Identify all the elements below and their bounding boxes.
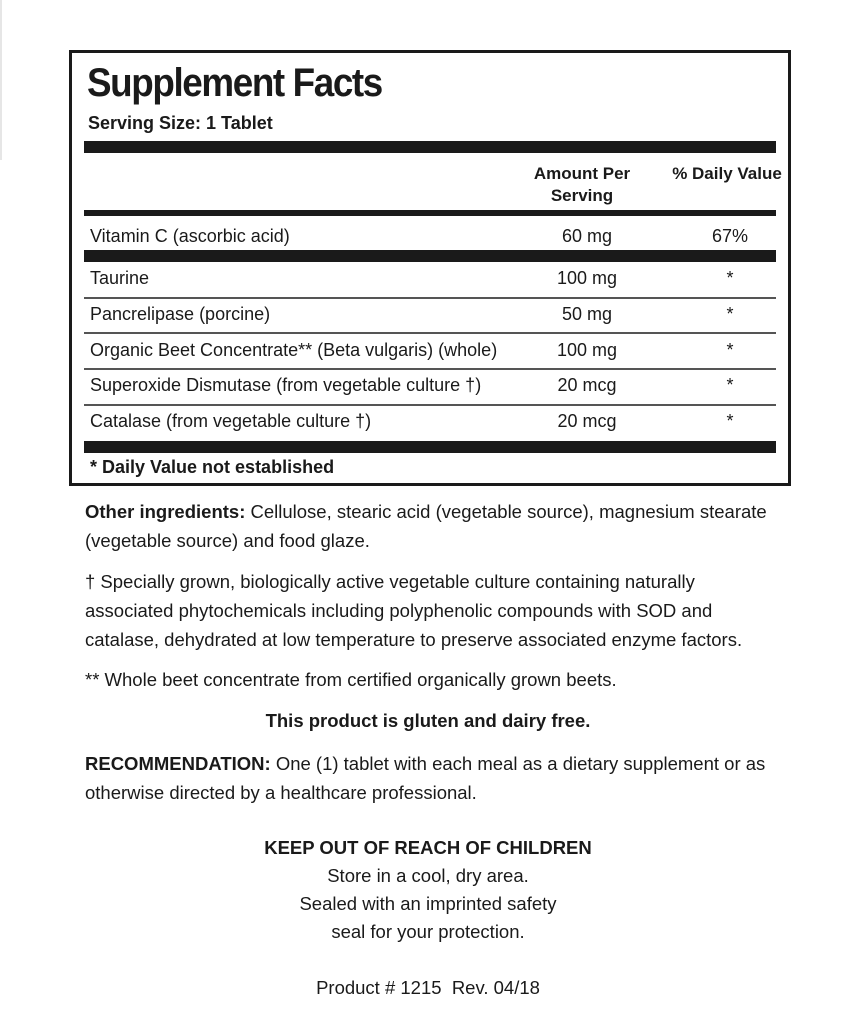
dagger-note: † Specially grown, biologically active vegetable culture containing naturally associated phytochemicals including polyphenolic compounds with SOD and catalase, dehydrated at low temperature to preserve associated enzyme factors.	[85, 571, 743, 650]
storage-line: Store in a cool, dry area.	[327, 865, 529, 886]
panel-title: Supplement Facts	[87, 61, 382, 105]
ingredient-daily-value: *	[726, 411, 734, 431]
ingredient-daily-value: *	[726, 375, 734, 395]
seal-line-1: Sealed with an imprinted safety	[299, 893, 557, 914]
ingredient-name: Catalase (from vegetable culture †)	[90, 411, 372, 431]
row-divider	[84, 404, 776, 406]
left-edge-mark	[0, 0, 2, 160]
divider-header	[84, 210, 776, 216]
product-code: Product # 1215 Rev. 04/18	[316, 977, 540, 998]
ingredient-name: Pancrelipase (porcine)	[90, 304, 271, 324]
daily-value-footnote: * Daily Value not established	[90, 457, 335, 477]
column-header-amount: Amount Per Serving	[533, 164, 631, 205]
divider-thick-top	[84, 141, 776, 153]
ingredient-daily-value: *	[726, 340, 734, 360]
other-ingredients-text: Cellulose, stearic acid (vegetable source), magnesium stearate (vegetable source) and food glaze.	[85, 501, 767, 551]
serving-size: Serving Size: 1 Tablet	[88, 113, 273, 133]
row-divider	[84, 332, 776, 334]
recommendation-label: RECOMMENDATION:	[85, 753, 271, 774]
divider-thick-bottom	[84, 441, 776, 453]
ingredient-name: Taurine	[90, 268, 150, 288]
beet-note: ** Whole beet concentrate from certified organically grown beets.	[85, 669, 617, 690]
other-ingredients	[85, 497, 785, 555]
row-divider	[84, 297, 776, 299]
ingredient-amount: 100 mg	[556, 340, 618, 360]
ingredient-daily-value: *	[726, 304, 734, 324]
gluten-free-statement: This product is gluten and dairy free.	[265, 710, 591, 731]
ingredient-name: Vitamin C (ascorbic acid)	[90, 226, 290, 246]
divider-thick-middle	[84, 250, 776, 262]
ingredient-daily-value: 67%	[711, 226, 749, 246]
ingredient-amount: 20 mcg	[557, 375, 617, 395]
ingredient-amount: 50 mg	[561, 304, 613, 324]
ingredient-amount: 100 mg	[556, 268, 618, 288]
column-header-daily-value: % Daily Value	[672, 164, 782, 183]
row-divider	[84, 368, 776, 370]
ingredient-name: Organic Beet Concentrate** (Beta vulgaris) (whole)	[90, 340, 498, 360]
seal-line-2: seal for your protection.	[331, 921, 525, 942]
recommendation-text: One (1) tablet with each meal as a dietary supplement or as otherwise directed by a healthcare professional.	[85, 753, 766, 803]
ingredient-name: Superoxide Dismutase (from vegetable culture †)	[90, 375, 482, 395]
other-ingredients-label: Other ingredients:	[85, 501, 246, 522]
recommendation	[85, 749, 785, 807]
supplement-facts-panel	[69, 50, 791, 486]
ingredient-amount: 20 mcg	[557, 411, 617, 431]
ingredient-daily-value: *	[726, 268, 734, 288]
warning-heading: KEEP OUT OF REACH OF CHILDREN	[264, 837, 592, 858]
ingredient-amount: 60 mg	[561, 226, 613, 246]
